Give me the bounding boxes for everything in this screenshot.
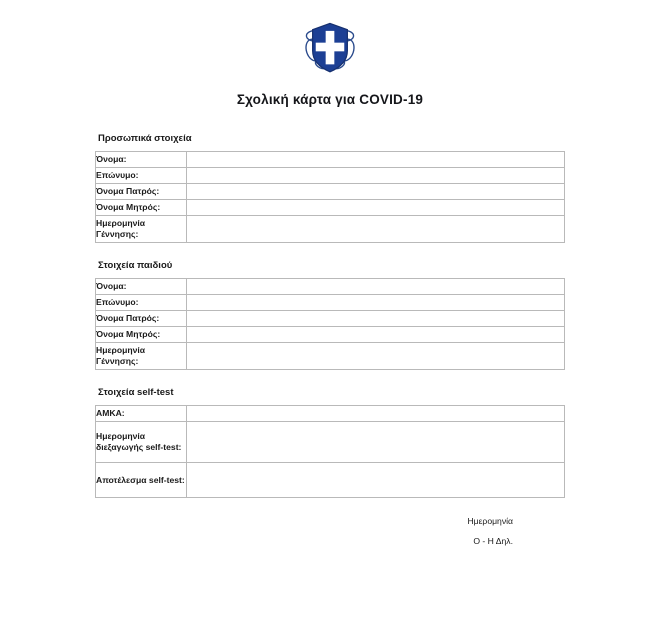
field-label: Όνομα: bbox=[96, 152, 187, 168]
field-label: Αποτέλεσμα self-test: bbox=[96, 463, 187, 498]
footer-signature-label: Ο - Η Δηλ. bbox=[473, 536, 513, 546]
table-row bbox=[96, 168, 565, 184]
section-heading-selftest: Στοιχεία self-test bbox=[98, 387, 174, 398]
field-label: Όνομα: bbox=[96, 279, 187, 295]
field-label: Όνομα Μητρός: bbox=[96, 200, 187, 216]
field-value[interactable] bbox=[187, 295, 565, 311]
field-label: Επώνυμο: bbox=[96, 168, 187, 184]
field-value[interactable] bbox=[187, 152, 565, 168]
field-value[interactable] bbox=[187, 463, 565, 498]
table-row bbox=[96, 295, 565, 311]
table-row bbox=[96, 200, 565, 216]
table-row bbox=[96, 216, 565, 243]
table-row bbox=[96, 422, 565, 463]
field-value[interactable] bbox=[187, 279, 565, 295]
field-value[interactable] bbox=[187, 184, 565, 200]
footer-date-label: Ημερομηνία bbox=[467, 516, 513, 526]
field-value[interactable] bbox=[187, 311, 565, 327]
page-title: Σχολική κάρτα για COVID-19 bbox=[236, 92, 424, 107]
field-label: Ημερομηνία Γέννησης: bbox=[96, 216, 187, 243]
footer bbox=[95, 516, 565, 546]
field-label: Επώνυμο: bbox=[96, 295, 187, 311]
table-row bbox=[96, 279, 565, 295]
field-value[interactable] bbox=[187, 343, 565, 370]
field-label: Όνομα Μητρός: bbox=[96, 327, 187, 343]
field-value[interactable] bbox=[187, 327, 565, 343]
field-label: ΑΜΚΑ: bbox=[96, 406, 187, 422]
field-value[interactable] bbox=[187, 168, 565, 184]
table-row bbox=[96, 406, 565, 422]
field-label: Ημερομηνία Γέννησης: bbox=[96, 343, 187, 370]
table-row bbox=[96, 463, 565, 498]
field-value[interactable] bbox=[187, 406, 565, 422]
crest-container bbox=[95, 16, 565, 78]
field-value[interactable] bbox=[187, 200, 565, 216]
table-row bbox=[96, 184, 565, 200]
table-row bbox=[96, 343, 565, 370]
table-row bbox=[96, 327, 565, 343]
field-label: Όνομα Πατρός: bbox=[96, 311, 187, 327]
field-label: Ημερομηνία διεξαγωγής self-test: bbox=[96, 422, 187, 463]
greek-coat-of-arms-icon bbox=[299, 16, 361, 78]
table-child-details bbox=[95, 278, 565, 370]
table-row bbox=[96, 311, 565, 327]
section-heading-child: Στοιχεία παιδιού bbox=[98, 260, 173, 271]
field-value[interactable] bbox=[187, 216, 565, 243]
table-selftest-details bbox=[95, 405, 565, 498]
section-heading-personal: Προσωπικά στοιχεία bbox=[98, 133, 192, 144]
table-personal-details bbox=[95, 151, 565, 243]
field-label: Όνομα Πατρός: bbox=[96, 184, 187, 200]
field-value[interactable] bbox=[187, 422, 565, 463]
table-row bbox=[96, 152, 565, 168]
